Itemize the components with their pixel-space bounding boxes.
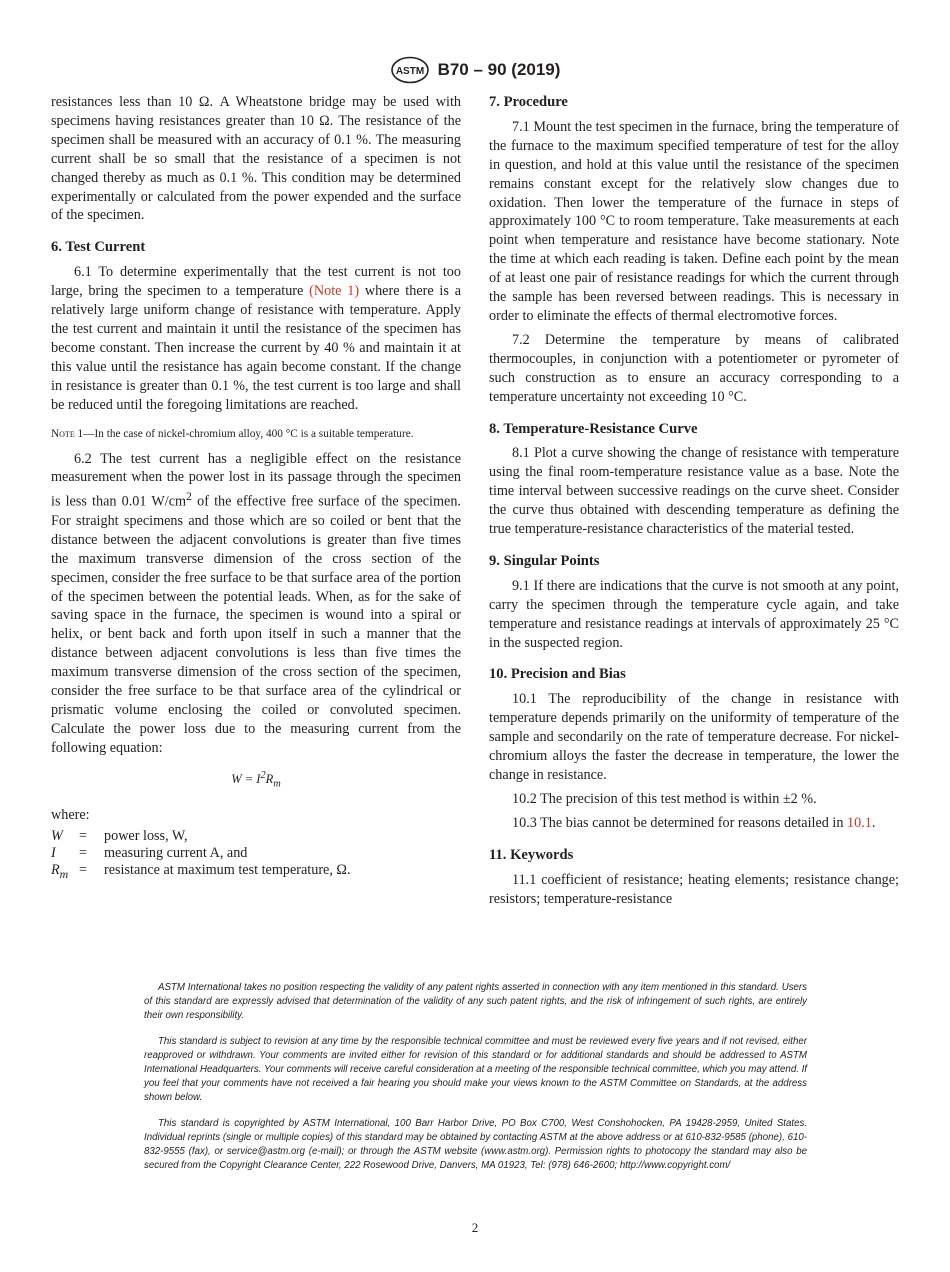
paragraph-11-1: 11.1 coefficient of resistance; heating elements; resistance change; resistors; temperature-resistance: [489, 871, 899, 907]
variable-description: power loss, W,: [104, 828, 188, 845]
variable-symbol: W: [51, 828, 63, 845]
note-1-link[interactable]: (Note 1): [309, 283, 360, 300]
variable-description: measuring current A, and: [104, 845, 248, 862]
paragraph-9-1: 9.1 If there are indications that the curve is not smooth at any point, carry the specimen through the temperature cycle again, and take temperature and resistance readings at intervals of approximately 25 °C in the suspected region.: [489, 577, 899, 651]
note-label: Note 1: [51, 427, 84, 440]
paragraph-7-1: 7.1 Mount the test specimen in the furnace, bring the temperature of the furnace to the maximum specified temperature of test for the alloy in question, and hold at this value until the resistance of the specimen remains constant except for the relatively slow changes due to oxidation. Then lower the temperature of the furnace in steps of approximately 100 °C to room temperature. Take measurements at each point when temperature and resistance have become stationary. Note the time at which each reading is taken. Define each point by the mean of at least one pair of resistance readings for which the current through the sample has been reversed between readings. This is necessary in order to eliminate the effects of thermal electromotive forces.: [489, 118, 899, 324]
variable-description: resistance at maximum test temperature, Ω.: [104, 862, 351, 879]
power-loss-equation: $W = I^2R_m$: [231, 769, 281, 790]
section-8-heading: 8. Temperature-Resistance Curve: [489, 420, 698, 437]
section-6-heading: 6. Test Current: [51, 239, 146, 256]
astm-logo-icon: [390, 56, 430, 84]
variable-equals: =: [79, 828, 88, 845]
page-number: 2: [471, 1220, 479, 1235]
left-column: [51, 93, 461, 883]
variable-row: [51, 862, 351, 883]
section-9-heading: 9. Singular Points: [489, 552, 600, 569]
note-1: Note 1—In the case of nickel-chromium alloy, 400 °C is a suitable temperature.: [51, 427, 414, 440]
document-number: B70 – 90 (2019): [437, 60, 561, 79]
svg-text:ASTM: ASTM: [395, 66, 424, 77]
astm-footer-notice: [144, 981, 807, 1185]
footer-patent-notice: ASTM International takes no position respecting the validity of any patent rights asserted in connection with any item mentioned in this standard. Users of this standard are expressly advised that determination of the validity of any such patent rights, and the risk of infringement of such rights, are entirely their own responsibility.: [144, 982, 807, 1021]
paragraph-5-continued: resistances less than 10 Ω. A Wheatstone bridge may be used with specimens having resistances greater than 10 Ω. The resistance of the specimen shall be measured with an accuracy of 0.1 %. The measuring current shall be so small that the resistance of a specimen is not changed thereby as much as 0.1 %. This condition may be determined experimentally or calculated from the power expended and the surface of the specimen.: [51, 94, 461, 224]
variable-row: [51, 828, 351, 845]
variable-definitions: [51, 828, 351, 883]
paragraph-10-2: 10.2 The precision of this test method is within ±2 %.: [512, 790, 817, 807]
footer-copyright-notice: This standard is copyrighted by ASTM International, 100 Barr Harbor Drive, PO Box C700, West Conshohocken, PA 19428-2959, United States. Individual reprints (single or multiple copies) of this standard may be obtained by contacting ASTM at the above address or at 610-832-9585 (phone), 610-832-9555 (fax), or service@astm.org (e-mail); or through the ASTM website (www.astm.org). Permission rights to photocopy the standard may also be secured from the Copyright Clearance Center, 222 Rosewood Drive, Danvers, MA 01923, Tel: (978) 646-2600; http://www.copyright.com/: [144, 1118, 807, 1171]
section-10-heading: 10. Precision and Bias: [489, 666, 626, 683]
variable-symbol: $R_m$: [51, 862, 69, 882]
variable-row: [51, 845, 351, 862]
variable-equals: =: [79, 862, 88, 879]
section-11-heading: 11. Keywords: [489, 846, 574, 863]
right-column: [489, 93, 899, 913]
paragraph-6-1: 6.1 To determine experimentally that the test current is not too large, bring the specimen to a temperature (Note 1) where there is a relatively large uniform change of resistance with temperature. Apply the test current and maintain it until the resistance of the specimen has become constant. Then increase the current by 40 % and maintain it at this value until the resistance has again become constant. If the change in resistance is greater than 0.1 %, the test current is too large and shall be reduced until the foregoing limitations are reached.: [51, 264, 461, 413]
paragraph-6-2: 6.2 The test current has a negligible effect on the resistance measurement when the power lost in its passage through the specimen is less than 0.01 $W/cm^2$ of the effective free surface of the specimen. For straight specimens and those which are so coiled or bent that the distance between the adjacent convolutions is greater than five times the maximum transverse dimension of the cross section of the specimen, consider the free surface to be that surface area of the portion of the specimen between the potential leads. When, as for the sake of saving space in the furnace, the specimen is wound into a spiral or helix, or bent back and forth upon itself in such a manner that the distance between adjacent convolutions is less than five times the maximum transverse dimension of the cross section of the specimen, consider the free surface to be that surface area of the cylindrical or prismatic volume enclosing the coiled or convoluted specimen. Calculate the power loss due to the measuring current from the following equation:: [51, 450, 461, 756]
page-header: [0, 56, 950, 84]
footer-revision-notice: This standard is subject to revision at any time by the responsible technical committee and must be reviewed every five years and if not revised, either reapproved or withdrawn. Your comments are invited either for revision of this standard or for additional standards and should be addressed to ASTM International Headquarters. Your comments will receive careful consideration at a meeting of the responsible technical committee, which you may attend. If you feel that your comments have not received a fair hearing you should make your views known to the ASTM Committee on Standards, at the address shown below.: [144, 1036, 807, 1103]
variable-equals: =: [79, 845, 88, 862]
variable-symbol: I: [51, 845, 56, 862]
paragraph-10-3: 10.3 The bias cannot be determined for reasons detailed in 10.1.: [512, 814, 876, 831]
section-10-1-link[interactable]: 10.1: [847, 814, 872, 831]
section-7-heading: 7. Procedure: [489, 94, 568, 110]
paragraph-8-1: 8.1 Plot a curve showing the change of resistance with temperature using the final room-temperature resistance value as a base. Note the time interval between successive readings on the curve sheet. Consider the curve thus obtained with descending temperature as defining the true temperature-resistance characteristics of the material tested.: [489, 445, 899, 538]
paragraph-7-2: 7.2 Determine the temperature by means of calibrated thermocouples, in conjunction with a potentiometer or pyrometer of such construction as to ensure an accuracy corresponding to a temperature uncertainty not exceeding 10 °C.: [489, 331, 899, 405]
where-label: where:: [51, 807, 90, 824]
paragraph-10-1: 10.1 The reproducibility of the change in resistance with temperature depends primarily on the uniformity of temperature of the sample and secondarily on the rate of temperature decrease. For nickel-chromium alloys the faster the decrease in temperature, the lower the change in resistance.: [489, 691, 899, 783]
